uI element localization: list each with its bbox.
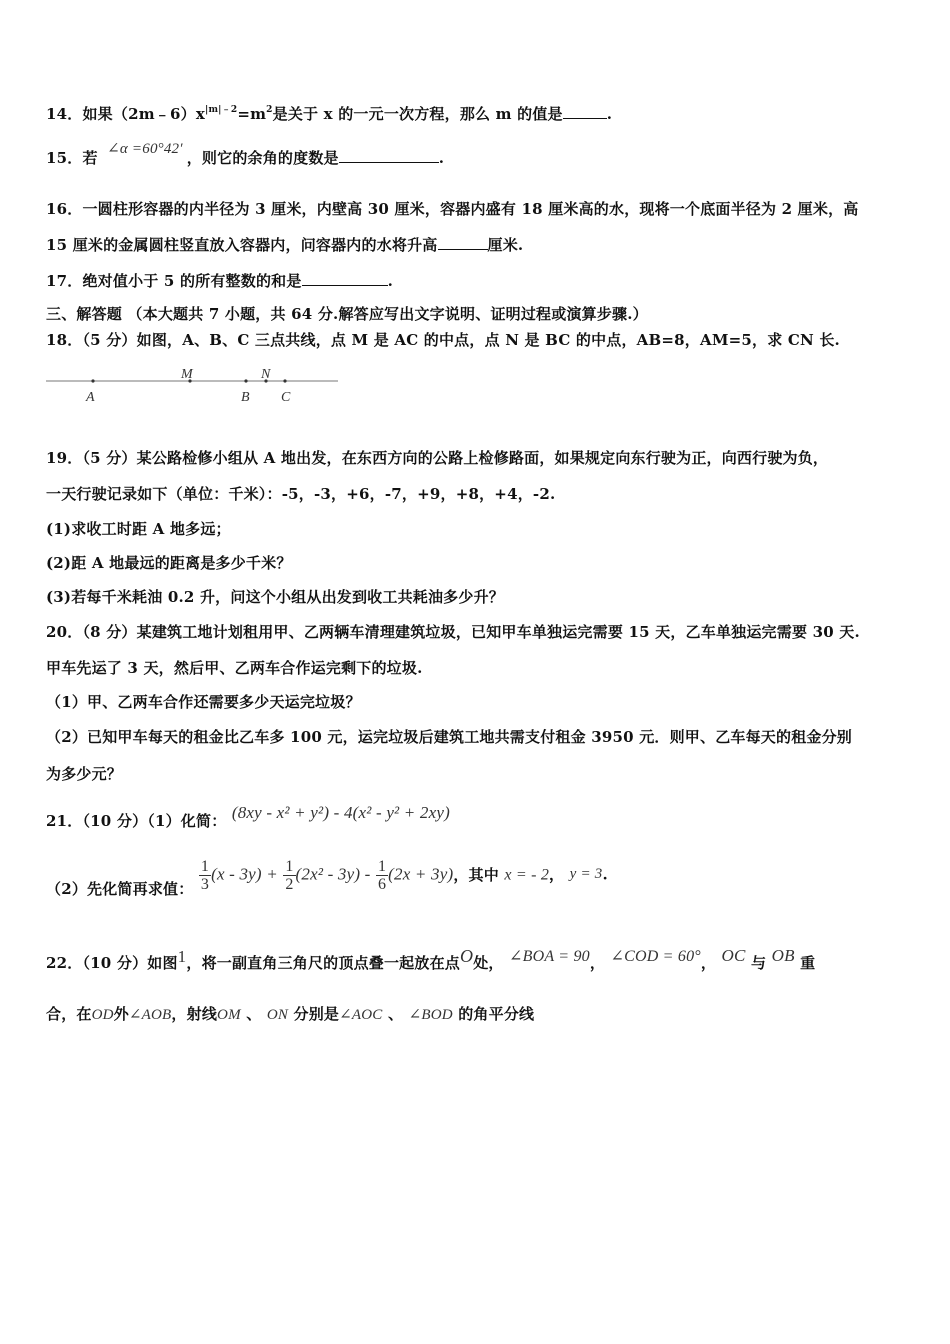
point-a xyxy=(91,379,94,382)
q21-term1: (x - 3y) + xyxy=(211,864,278,884)
answer-blank xyxy=(339,148,439,163)
frac1-den: 3 xyxy=(200,876,210,893)
point-c xyxy=(283,379,286,382)
fraction-1-2 xyxy=(283,858,295,893)
q21-lead2: （2）先化简再求值： xyxy=(46,879,194,898)
q16-line2b: 厘米. xyxy=(487,236,524,254)
question-19-part3: (3)若每千米耗油 0.2 升，问这个小组从出发到收工共耗油多少升？ xyxy=(46,588,504,606)
q22-om: OM xyxy=(217,1007,241,1023)
q21-y-value: y = 3 xyxy=(569,865,603,882)
q14-exponent: |m|﹣2 xyxy=(204,105,238,115)
question-19-part2: (2)距 A 地最远的距离是多少千米？ xyxy=(46,554,292,572)
q22-l2a: 合，在 xyxy=(46,1005,92,1023)
question-16-line2 xyxy=(46,234,920,255)
q22-point-o: O xyxy=(459,946,474,966)
label-b: B xyxy=(241,390,250,405)
question-21-part1 xyxy=(46,803,920,831)
question-19-part1: (1)求收工时距 A 地多远； xyxy=(46,520,231,538)
q14-tail: 是关于 x 的一元一次方程，那么 m 的值是 xyxy=(272,105,563,123)
q17-text: 17．绝对值小于 5 的所有整数的和是 xyxy=(46,272,302,290)
q21-end: . xyxy=(602,865,608,884)
question-22-line2 xyxy=(46,1003,920,1024)
label-c: C xyxy=(281,390,291,405)
q22-on: ON xyxy=(266,1007,289,1023)
question-16-line1: 16．一圆柱形容器的内半径为 3 厘米，内壁高 30 厘米，容器内盛有 18 厘米高的水，现将一个底面半径为 2 厘米，高 xyxy=(46,200,859,218)
frac1-num: 1 xyxy=(200,858,210,875)
q16-line2a: 15 厘米的金属圆柱竖直放入容器内，问容器内的水将升高 xyxy=(46,236,438,254)
q21-lead: 21．（10 分）（1）化简： xyxy=(46,812,227,830)
label-a: A xyxy=(86,390,95,405)
q22-angle-bod: ∠BOD xyxy=(408,1007,453,1023)
frac2-num: 1 xyxy=(285,858,294,875)
label-m: M xyxy=(181,367,193,382)
answer-blank xyxy=(563,104,607,119)
q18-line-figure xyxy=(46,366,346,386)
q14-m-exponent: 2 xyxy=(266,105,273,115)
label-n: N xyxy=(261,367,271,382)
question-14 xyxy=(46,102,920,124)
q22-l2g: 的角平分线 xyxy=(458,1005,535,1023)
question-21-part2 xyxy=(46,858,920,902)
q15-lead: 15．若 xyxy=(46,149,98,167)
q14-mid: =m xyxy=(237,105,267,123)
q22-angle-boa: ∠BOA = 90 xyxy=(509,948,590,965)
q22-oc: OC xyxy=(721,946,746,965)
q22-figure-number: 1 xyxy=(177,947,187,966)
q22-angle-cod: ∠COD = 60° xyxy=(610,948,701,965)
question-22-line1 xyxy=(46,946,920,973)
question-19-line1: 19．（5 分）某公路检修小组从 A 地出发，在东西方向的公路上检修路面，如果规定向东行驶为正，向西行驶为负， xyxy=(46,449,829,467)
q14-end: . xyxy=(606,105,613,123)
q22-f: 重 xyxy=(800,954,816,972)
q22-l2d: 、 xyxy=(246,1005,262,1023)
point-b xyxy=(244,379,247,382)
q22-l2f: 、 xyxy=(387,1005,404,1023)
q21-x-value: x = - 2 xyxy=(504,866,550,884)
q22-l2e: 分别是 xyxy=(293,1005,340,1023)
q21-comma: ， xyxy=(549,865,565,884)
question-20-line2: 甲车先运了 3 天，然后甲、乙两车合作运完剩下的垃圾. xyxy=(46,659,423,677)
question-19-line2: 一天行驶记录如下（单位：千米）：-5，-3，+6，-7，+9，+8，+4，-2. xyxy=(46,485,556,503)
q21-term2: (2x² - 3y) - xyxy=(295,864,371,884)
q17-end: . xyxy=(387,272,393,290)
question-18: 18．（5 分）如图，A、B、C 三点共线，点 M 是 AC 的中点，点 N 是 BC 的中点，AB=8，AM=5，求 CN 长. xyxy=(46,331,840,349)
q15-end: . xyxy=(438,149,445,167)
section-3-heading: 三、解答题 （本大题共 7 小题，共 64 分.解答应写出文字说明、证明过程或演算步骤.） xyxy=(46,305,648,323)
q22-angle-aob: ∠AOB xyxy=(128,1007,172,1023)
q15-tail: ，则它的余角的度数是 xyxy=(186,149,339,167)
q15-angle-expr: ∠α =60°42′ xyxy=(107,141,183,157)
question-20-part2b: 为多少元？ xyxy=(46,765,123,783)
q21-where: ，其中 xyxy=(453,865,499,884)
question-20-part1: （1）甲、乙两车合作还需要多少天运完垃圾？ xyxy=(46,693,361,711)
frac3-den: 6 xyxy=(377,876,387,893)
answer-blank xyxy=(438,235,488,250)
q21-term3: (2x + 3y) xyxy=(388,864,454,884)
question-20-part2: （2）已知甲车每天的租金比乙车多 100 元，运完垃圾后建筑工地共需支付租金 3950 元．则甲、乙车每天的租金分别 xyxy=(46,728,852,746)
answer-blank xyxy=(302,271,388,286)
q22-a: ，将一副直角三角尺的顶点叠一起放在点 xyxy=(186,954,460,972)
q22-l2b: 外 xyxy=(113,1005,129,1023)
frac2-den: 2 xyxy=(285,876,294,893)
q22-l2c: ，射线 xyxy=(171,1005,218,1023)
q22-lead: 22．（10 分）如图 xyxy=(46,954,178,972)
fraction-1-3 xyxy=(199,858,211,893)
q22-b: 处， xyxy=(473,954,504,972)
q22-angle-aoc: ∠AOC xyxy=(339,1007,383,1023)
q22-od: OD xyxy=(91,1007,114,1023)
question-15 xyxy=(46,141,920,168)
frac3-num: 1 xyxy=(377,858,387,875)
question-20-line1: 20．（8 分）某建筑工地计划租用甲、乙两辆车清理建筑垃圾，已知甲车单独运完需要 15 天，乙车单独运完需要 30 天. xyxy=(46,623,860,641)
question-17 xyxy=(46,270,920,291)
q22-c: ， xyxy=(589,954,606,972)
q14-lead: 14．如果（2m﹣6）x xyxy=(46,105,205,123)
q21-expr1: (8xy - x² + y²) - 4(x² - y² + 2xy) xyxy=(231,803,450,822)
q22-ob: OB xyxy=(771,946,795,965)
q22-d: ， xyxy=(700,954,717,972)
q22-e: 与 xyxy=(751,954,767,972)
fraction-1-6 xyxy=(376,858,388,893)
